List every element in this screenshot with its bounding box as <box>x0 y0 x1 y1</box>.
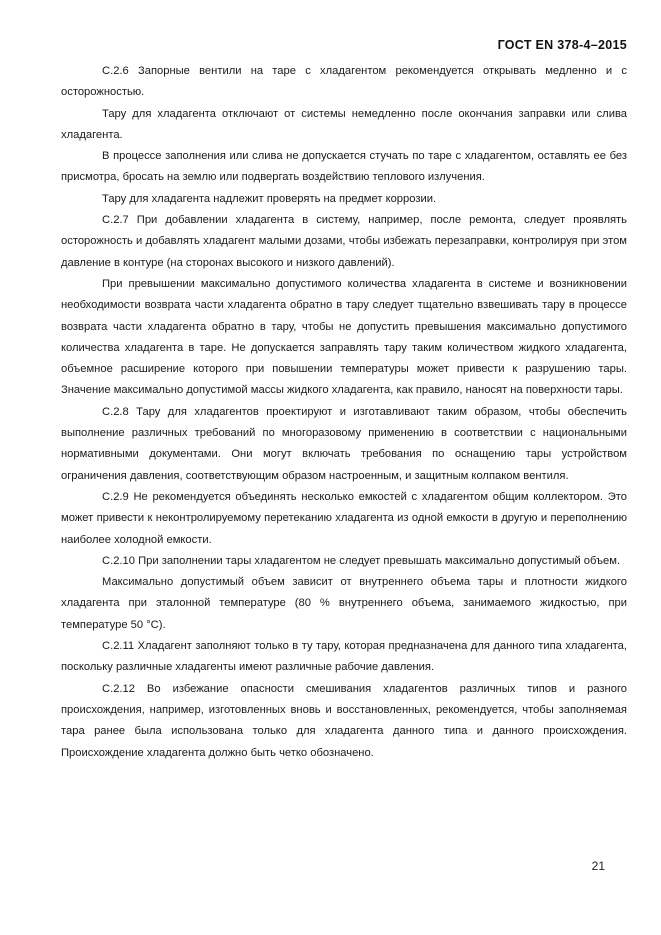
paragraph-c-2-11: С.2.11 Хладагент заполняют только в ту тару, которая предназначена для данного типа хладагента, поскольку различные хладагенты имеют различные рабочие давления. <box>61 640 627 674</box>
paragraph-c-2-10: С.2.10 При заполнении тары хладагентом не следует превышать максимально допустимый объем. <box>102 554 621 567</box>
paragraph-c-2-6: С.2.6 Запорные вентили на таре с хладагентом рекомендуется открывать медленно и с осторожностью. <box>61 65 627 99</box>
standard-header: ГОСТ EN 378-4–2015 <box>497 38 627 52</box>
paragraph-overfill-return: При превышении максимально допустимого количества хладагента в системе и возникновении необходимости возврата части хладагента обратно в тару следует тщательно взвешивать тару в процессе возврата части хладагента обратно в тару, чтобы не допустить превышения максимально допустимого количества хладагента в таре. Не допускается заправлять тару таким количеством жидкого хладагента, объемное расширение которого при повышении температуры может привести к разрушению тары. Значение максимально допустимой массы жидкого хладагента, как правило, наносят на поверхности тары. <box>61 277 627 397</box>
paragraph-filling-rules: В процессе заполнения или слива не допускается стучать по таре с хладагентом, оставлять ее без присмотра, бросать на землю или подвергать воздействию теплового излучения. <box>61 150 627 184</box>
paragraph-c-2-7: С.2.7 При добавлении хладагента в систему, например, после ремонта, следует проявлять осторожность и добавлять хладагент малыми дозами, чтобы избежать перезаправки, контролируя при этом давление в контуре (на сторонах высокого и низкого давлений). <box>61 214 627 269</box>
paragraph-c-2-12: С.2.12 Во избежание опасности смешивания хладагентов различных типов и разного происхождения, например, изготовленных вновь и восстановленных, рекомендуется, чтобы заполняемая тара ранее была использована только для хладагента данного типа и данного происхождения. Происхождение хладагента должно быть четко обозначено. <box>61 682 627 759</box>
document-body <box>61 61 627 764</box>
paragraph-c-2-8: С.2.8 Тару для хладагентов проектируют и изготавливают таким образом, чтобы обеспечить выполнение различных требований по многоразовому применению в соответствии с национальными нормативными документами. Они могут включать требования по оснащению тары устройством ограничения давления, соответствующим образом настроенным, и защитным колпаком вентиля. <box>61 405 627 482</box>
page-number: 21 <box>591 859 605 873</box>
paragraph-tara-disconnect: Тару для хладагента отключают от системы немедленно после окончания заправки или слива хладагента. <box>61 107 627 141</box>
paragraph-c-2-9: С.2.9 Не рекомендуется объединять несколько емкостей с хладагентом общим коллектором. Это может привести к неконтролируемому перетеканию хладагента из одной емкости в другую и переполнению наиболее холодной емкости. <box>61 490 627 546</box>
paragraph-max-volume: Максимально допустимый объем зависит от внутреннего объема тары и плотности жидкого хладагента при эталонной температуре (80 % внутреннего объема, занимаемого жидкостью, при температуре 50 °С). <box>61 576 627 631</box>
paragraph-corrosion-check: Тару для хладагента надлежит проверять на предмет коррозии. <box>102 192 437 205</box>
